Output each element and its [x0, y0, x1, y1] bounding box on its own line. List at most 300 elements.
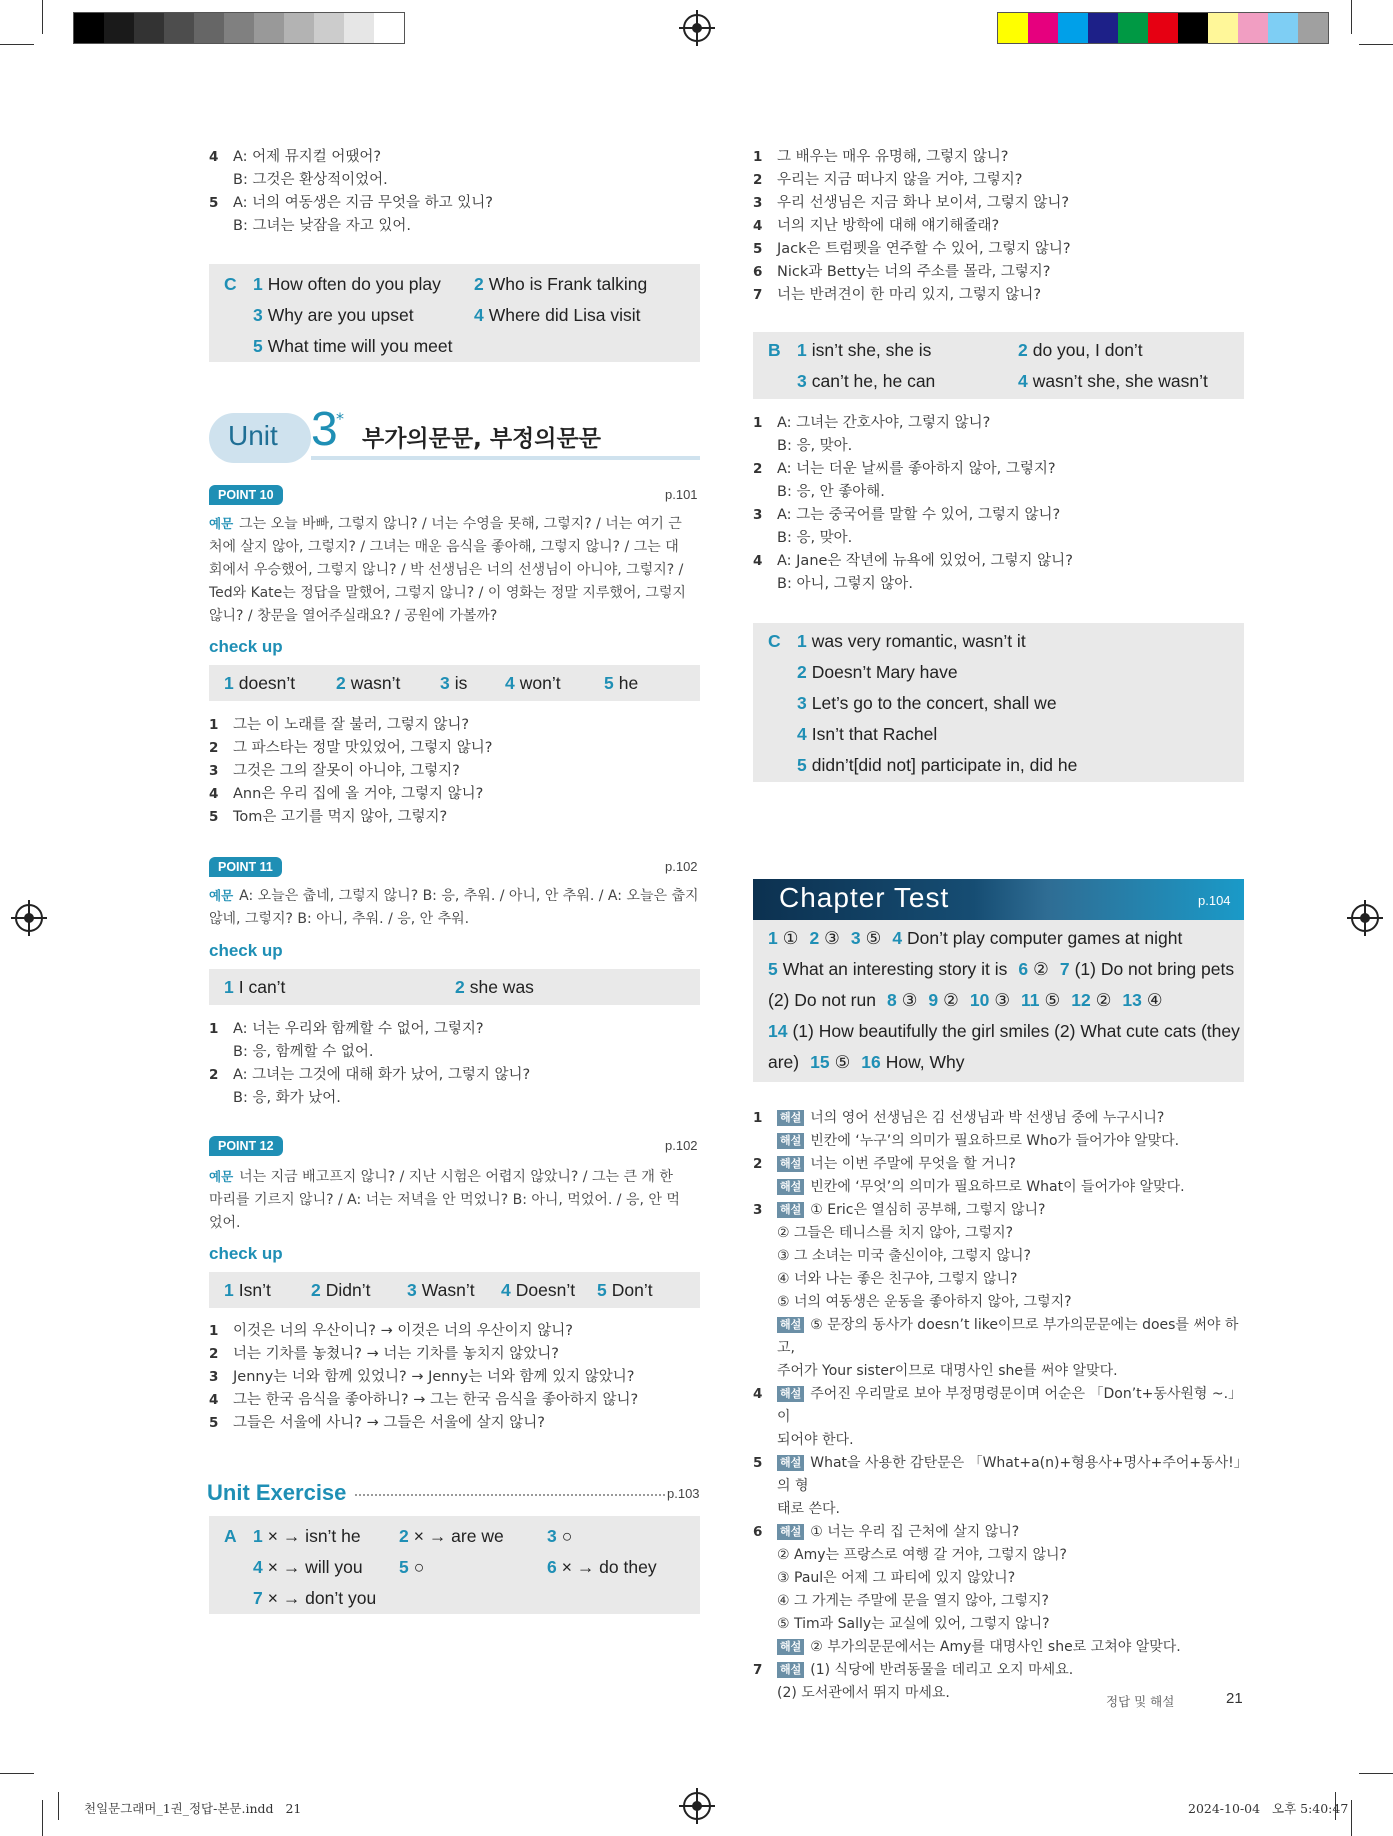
item-text: 너의 지난 방학에 대해 얘기해줄래?: [777, 218, 1000, 234]
answer-item: 1 was very romantic, wasn’t it: [797, 631, 1026, 651]
dialog-b: B: 응, 안 좋아해.: [777, 484, 885, 500]
answer-text: ⑤: [1044, 990, 1061, 1010]
item-text: 우리는 지금 떠나지 않을 거야, 그렇지?: [777, 172, 1023, 188]
explanation-text: [777, 1429, 1253, 1452]
item-number: 7: [753, 1662, 763, 1678]
item-number: 4: [209, 149, 219, 165]
answer-item: 4 won’t: [505, 673, 561, 693]
item-number: [753, 1613, 777, 1636]
explanation-line: [753, 1291, 1253, 1314]
check-up-heading: check up: [209, 637, 283, 656]
explain-tag: 해설: [777, 1317, 804, 1333]
box-label: A: [224, 1526, 237, 1546]
item-number: [753, 1498, 777, 1521]
item-text: Jenny는 너와 함께 있었니? → Jenny는 너와 함께 있지 않았니?: [233, 1369, 635, 1385]
item-number: 5: [209, 809, 219, 825]
paragraph-line: [209, 908, 704, 931]
line-text: 않네, 그렇지? B: 아니, 추워. / 응, 안 추워.: [209, 911, 470, 927]
answer-box-c-right: [753, 623, 1244, 782]
answer-text: ⑤: [865, 928, 882, 948]
dialog-a: A: 그는 중국어를 말할 수 있어, 그렇지 않니?: [777, 507, 1061, 523]
item-number: 5: [209, 1415, 219, 1431]
answer-item: 2 Didn’t: [311, 1280, 371, 1300]
color-swatch: [1028, 13, 1058, 43]
explanation-line: [753, 1682, 1253, 1705]
chapter-test-title: Chapter Test: [779, 882, 950, 913]
explain-tag: 해설: [777, 1156, 804, 1172]
item-text: 그는 한국 음식을 좋아하니? → 그는 한국 음식을 좋아하지 않니?: [233, 1392, 639, 1408]
left-top-list: [209, 146, 699, 238]
answer-box-c-left: [209, 264, 700, 362]
answer-item: 5 What time will you meet: [253, 336, 453, 356]
gray-swatch: [344, 13, 374, 43]
list-item: [209, 1389, 699, 1412]
dialog-b: B: 아니, 그렇지 않아.: [777, 576, 913, 592]
answer-number: 2: [809, 928, 820, 948]
answer-item: [1018, 959, 1048, 979]
explanation-text: [777, 1452, 1253, 1498]
explanation-item: [753, 1521, 1253, 1544]
answer-item: [887, 990, 917, 1010]
right-top-list: [753, 146, 1243, 307]
item-text: 너는 기차를 놓쳤니? → 너는 기차를 놓치지 않았니?: [233, 1346, 559, 1362]
answer-item: 5 Don’t: [597, 1280, 653, 1300]
answer-number: 5: [768, 959, 778, 979]
explain-tag: 해설: [777, 1455, 804, 1471]
explanation-line: [753, 1590, 1253, 1613]
list-item: [209, 1320, 699, 1343]
check-up-answers: [209, 665, 700, 701]
unit-number: 3: [311, 403, 338, 456]
item-text: 그 파스타는 정말 맛있었어, 그렇지 않니?: [233, 740, 493, 756]
item-number: [753, 1314, 777, 1360]
registration-mark-icon: [683, 1792, 711, 1820]
line-text: ⑤ 문장의 동사가 doesn’t like이므로 부가의문문에는 does를 써야 하고,: [777, 1317, 1239, 1356]
line-text: ⑤ 너의 여동생은 운동을 좋아하지 않아, 그렇지?: [777, 1294, 1072, 1310]
answer-item: 3 Why are you upset: [253, 305, 414, 325]
explanation-text: [777, 1314, 1253, 1360]
explanation-text: [777, 1176, 1253, 1199]
dialog-b: B: 그것은 환상적이었어.: [233, 172, 388, 188]
answer-number: 6: [1018, 959, 1029, 979]
item-number: [753, 1268, 777, 1291]
page-ref: p.103: [667, 1486, 700, 1501]
list-item: [753, 192, 1243, 215]
answer-item: 7 × → don’t you: [253, 1588, 377, 1608]
item-text: Jack은 트럼펫을 연주할 수 있어, 그렇지 않니?: [777, 241, 1071, 257]
color-swatch: [1118, 13, 1148, 43]
list-item: [753, 146, 1243, 169]
answer-item: 2 Doesn’t Mary have: [797, 662, 958, 682]
explain-tag: 해설: [777, 1110, 804, 1126]
explanation-item: [753, 1383, 1253, 1429]
unit-exercise-title: Unit Exercise: [207, 1480, 347, 1505]
list-item: [209, 146, 699, 169]
registration-mark-icon: [15, 904, 43, 932]
point-12-list: [209, 1320, 699, 1435]
line-text: 마리를 기르지 않니? / A: 너는 저녁을 안 먹었니? B: 아니, 먹었어. / 응, 안 먹: [209, 1192, 680, 1208]
page-ref: p.102: [665, 859, 698, 874]
print-slug-timestamp: 2024-10-04 오후 5:40:47: [1188, 1801, 1349, 1816]
item-number: 3: [753, 507, 763, 523]
explanation-line: [753, 1544, 1253, 1567]
line-text: What을 사용한 감탄문은 「What+a(n)+형용사+명사+주어+동사!」의 형: [777, 1455, 1248, 1494]
chapter-answer-line: [768, 928, 1193, 949]
unit-underline: [311, 456, 700, 460]
answer-item: [768, 1052, 799, 1072]
answer-item: 1 I can’t: [224, 977, 286, 997]
gray-swatch: [314, 13, 344, 43]
answer-item: [810, 1052, 850, 1072]
paragraph-line: [209, 1212, 704, 1235]
line-text: 었어.: [209, 1215, 241, 1231]
chapter-answer-line: [768, 1052, 976, 1073]
explain-tag: 해설: [777, 1639, 804, 1655]
answer-text: ③: [994, 990, 1011, 1010]
page-ref: p.102: [665, 1138, 698, 1153]
answer-item: [768, 928, 798, 948]
line-text: 태로 쓴다.: [777, 1501, 840, 1517]
item-number: 1: [753, 415, 763, 431]
answer-item: 3 can’t he, he can: [797, 371, 936, 391]
answer-number: 13: [1122, 990, 1142, 1010]
answer-number: 15: [810, 1052, 830, 1072]
answer-text: How, Why: [885, 1052, 965, 1072]
unit-word: Unit: [228, 420, 278, 451]
registration-mark-icon: [683, 14, 711, 42]
color-swatch: [1238, 13, 1268, 43]
explanation-text: [777, 1130, 1253, 1153]
dialog-b: B: 응, 화가 났어.: [233, 1090, 341, 1106]
answer-text: (2) Do not run: [768, 990, 876, 1010]
explanation-line: [753, 1222, 1253, 1245]
answer-text: Don’t play computer games at night: [907, 928, 1183, 948]
list-item: [209, 806, 699, 829]
item-number: 5: [753, 1455, 763, 1471]
answer-item: [928, 990, 958, 1010]
explanation-line: [753, 1268, 1253, 1291]
list-item: [209, 714, 699, 737]
gray-swatch: [134, 13, 164, 43]
explanation-text: [777, 1544, 1253, 1567]
paragraph-line: [209, 512, 704, 536]
line-text: 않니? / 창문을 열어주실래요? / 공원에 가볼까?: [209, 608, 498, 624]
answer-item: 1 isn’t she, she is: [797, 340, 932, 360]
dialog-a: A: 그녀는 간호사야, 그렇지 않니?: [777, 415, 991, 431]
gray-swatch: [224, 13, 254, 43]
color-swatch: [1088, 13, 1118, 43]
explanation-text: [777, 1567, 1253, 1590]
answer-item: [768, 959, 1007, 979]
example-tag: 예문: [209, 1169, 234, 1184]
point-11-example: [209, 884, 704, 931]
explanation-line: [753, 1130, 1253, 1153]
answer-item: [851, 928, 881, 948]
answer-item: 3 ○: [547, 1526, 573, 1546]
line-text: ④ 그 가게는 주말에 문을 열지 않아, 그렇지?: [777, 1593, 1049, 1609]
item-number: 5: [209, 195, 219, 211]
answer-item: [768, 1021, 1240, 1041]
line-text: ④ 너와 나는 좋은 친구야, 그렇지 않니?: [777, 1271, 1018, 1287]
explanation-text: [777, 1153, 1253, 1176]
paragraph-line: [209, 1165, 704, 1189]
answer-item: [768, 990, 876, 1010]
line-text: 처에 살지 않아, 그렇지? / 그녀는 매운 음식을 좋아해, 그렇지 않니? / 그는 대: [209, 539, 679, 555]
answer-item: [1021, 990, 1060, 1010]
paragraph-line: [209, 605, 704, 628]
list-item: [209, 737, 699, 760]
explanations-list: [753, 1107, 1253, 1705]
answer-item: 4 Isn’t that Rachel: [797, 724, 938, 744]
point-12-badge: POINT 12: [209, 1136, 283, 1156]
explanation-line: [753, 1360, 1253, 1383]
list-item: [753, 215, 1243, 238]
line-text: ① Eric은 열심히 공부해, 그렇지 않니?: [810, 1202, 1046, 1218]
color-swatch: [1178, 13, 1208, 43]
dialog-a: A: 그녀는 그것에 대해 화가 났어, 그렇지 않니?: [233, 1067, 531, 1083]
explanation-text: [777, 1521, 1253, 1544]
line-text: 주어가 Your sister이므로 대명사인 she를 써야 알맞다.: [777, 1363, 1118, 1379]
explanation-line: [753, 1176, 1253, 1199]
item-number: 6: [753, 264, 763, 280]
paragraph-line: [209, 582, 704, 605]
footer-page-number: 21: [1226, 1690, 1243, 1707]
gray-swatch: [194, 13, 224, 43]
line-text: 되어야 한다.: [777, 1432, 854, 1448]
line-text: A: 오늘은 춥네, 그렇지 않니? B: 응, 추워. / 아니, 안 추워. / A: 오늘은 춥지: [239, 888, 699, 904]
item-text: 이것은 너의 우산이니? → 이것은 너의 우산이지 않니?: [233, 1323, 573, 1339]
answer-text: ②: [1033, 959, 1049, 979]
item-number: 2: [209, 740, 219, 756]
explanation-line: [753, 1429, 1253, 1452]
dialog-b: B: 그녀는 낮잠을 자고 있어.: [233, 218, 411, 234]
crop-mark: [1359, 44, 1393, 45]
item-number: 4: [209, 1392, 219, 1408]
box-label: C: [224, 274, 237, 294]
explanation-text: [777, 1268, 1253, 1291]
item-number: 6: [753, 1524, 763, 1540]
item-text: 그들은 서울에 사니? → 그들은 서울에 살지 않니?: [233, 1415, 545, 1431]
answer-item: 1 × → isn’t he: [253, 1526, 361, 1546]
print-slug-file: 천일문그래머_1권_정답-본문.indd 21: [84, 1801, 302, 1816]
line-text: ② Amy는 프랑스로 여행 갈 거야, 그렇지 않니?: [777, 1547, 1067, 1563]
unit-title: 부가의문문, 부정의문문: [362, 426, 601, 452]
explanation-line: [753, 1636, 1253, 1659]
item-number: 4: [753, 1386, 763, 1402]
item-number: 1: [209, 717, 219, 733]
line-text: ② 부가의문문에서는 Amy를 대명사인 she로 고쳐야 알맞다.: [810, 1639, 1181, 1655]
explanation-text: [777, 1498, 1253, 1521]
item-text: 너는 반려견이 한 마리 있지, 그렇지 않니?: [777, 287, 1042, 303]
paragraph-line: [209, 884, 704, 908]
answer-item: [809, 928, 839, 948]
explain-tag: 해설: [777, 1524, 804, 1540]
answer-item: 2 do you, I don’t: [1018, 340, 1143, 360]
color-swatch: [1148, 13, 1178, 43]
dialog-a: A: 너는 더운 날씨를 좋아하지 않아, 그렇지?: [777, 461, 1056, 477]
color-swatch: [1268, 13, 1298, 43]
answer-number: 3: [850, 928, 861, 948]
answer-item: 4 wasn’t she, she wasn’t: [1018, 371, 1208, 391]
item-number: 2: [753, 461, 763, 477]
item-number: 1: [753, 1110, 763, 1126]
dialog-a: A: 어제 뮤지컬 어땠어?: [233, 149, 382, 165]
gray-swatch: [164, 13, 194, 43]
gray-swatch: [74, 13, 104, 43]
item-text: 그 배우는 매우 유명해, 그렇지 않니?: [777, 149, 1009, 165]
answer-item: [1060, 959, 1234, 979]
item-number: [753, 1429, 777, 1452]
answer-number: 4: [892, 928, 903, 948]
item-number: 2: [753, 1156, 763, 1172]
list-item: [753, 550, 1243, 573]
answer-number: 14: [768, 1021, 788, 1041]
item-number: 1: [209, 1021, 219, 1037]
item-number: [753, 1291, 777, 1314]
explanation-item: [753, 1107, 1253, 1130]
explanation-text: [777, 1245, 1253, 1268]
explanation-item: [753, 1153, 1253, 1176]
crop-mark: [1351, 1800, 1352, 1836]
point-10-example: [209, 512, 704, 628]
explanation-text: [777, 1107, 1253, 1130]
line-text: (1) 식당에 반려동물을 데리고 오지 마세요.: [810, 1662, 1074, 1678]
list-item: [753, 284, 1243, 307]
answer-item: [892, 928, 1182, 948]
item-text: Nick과 Betty는 너의 주소를 몰라, 그렇지?: [777, 264, 1051, 280]
line-text: 너는 이번 주말에 무엇을 할 거니?: [810, 1156, 1016, 1172]
list-item: [209, 1064, 699, 1087]
answer-item: 2 × → are we: [399, 1526, 504, 1546]
answer-text: ③: [901, 990, 918, 1010]
item-text: 우리 선생님은 지금 화나 보이셔, 그렇지 않니?: [777, 195, 1070, 211]
color-swatch: [998, 13, 1028, 43]
answer-item: [1122, 990, 1162, 1010]
point-12-example: [209, 1165, 704, 1235]
item-number: 2: [209, 1067, 219, 1083]
crop-mark: [1351, 0, 1352, 34]
line-text: 그는 오늘 바빠, 그렇지 않니? / 너는 수영을 못해, 그렇지? / 너는 여기 근: [239, 516, 682, 532]
gray-swatch: [254, 13, 284, 43]
answer-item: 5 he: [604, 673, 639, 693]
list-item: [753, 504, 1243, 527]
chapter-test-answers: [753, 920, 1244, 1082]
explanation-item: [753, 1452, 1253, 1498]
list-item: [209, 760, 699, 783]
answer-item: 6 × → do they: [547, 1557, 657, 1577]
crop-mark: [1359, 1773, 1393, 1774]
answer-number: 10: [969, 990, 990, 1010]
explanation-text: [777, 1222, 1253, 1245]
answer-item: 1 doesn’t: [224, 673, 296, 693]
gray-swatch: [374, 13, 404, 43]
color-swatch: [1058, 13, 1088, 43]
explanation-item: [753, 1659, 1253, 1682]
grayscale-bar: [73, 12, 405, 44]
list-item: [209, 1018, 699, 1041]
item-number: [753, 1682, 777, 1705]
example-tag: 예문: [209, 888, 234, 903]
right-mid-list: [753, 412, 1243, 596]
list-item: [753, 169, 1243, 192]
item-text: 그는 이 노래를 잘 불러, 그렇지 않니?: [233, 717, 470, 733]
answer-box-b-right: [753, 332, 1244, 399]
point-10-badge: POINT 10: [209, 485, 283, 505]
item-number: 2: [753, 172, 763, 188]
explanation-line: [753, 1314, 1253, 1360]
explanation-text: [777, 1590, 1253, 1613]
crop-mark: [42, 1800, 43, 1836]
example-tag: 예문: [209, 516, 234, 531]
answer-item: 2 she was: [455, 977, 534, 997]
item-number: 1: [209, 1323, 219, 1339]
check-up-answers: [209, 1272, 700, 1308]
item-number: [753, 1176, 777, 1199]
box-label: B: [768, 340, 781, 360]
item-number: 3: [209, 1369, 219, 1385]
footer-section-label: 정답 및 해설: [1106, 1694, 1175, 1709]
paragraph-line: [209, 536, 704, 559]
explanation-text: [777, 1360, 1253, 1383]
item-number: 1: [753, 149, 763, 165]
paragraph-line: [209, 1189, 704, 1212]
answer-item: 5 ○: [399, 1557, 425, 1577]
item-number: [753, 1222, 777, 1245]
explain-tag: 해설: [777, 1662, 804, 1678]
dialog-a: A: Jane은 작년에 뉴욕에 있었어, 그렇지 않니?: [777, 553, 1073, 569]
color-swatch: [1298, 13, 1328, 43]
answer-text: ②: [943, 990, 959, 1010]
answer-item: 4 × → will you: [253, 1557, 363, 1577]
list-item: [753, 458, 1243, 481]
crop-mark: [0, 1773, 34, 1774]
answer-item: [861, 1052, 964, 1072]
dotted-rule: [355, 1494, 665, 1496]
dialog-a: A: 너는 우리와 함께할 수 없어, 그렇지?: [233, 1021, 484, 1037]
check-up-heading: check up: [209, 1244, 283, 1263]
crop-mark: [0, 44, 34, 45]
explanation-item: [753, 1199, 1253, 1222]
explanation-text: [777, 1659, 1253, 1682]
dialog-b: B: 응, 함께할 수 없어.: [233, 1044, 374, 1060]
check-up-answers: [209, 969, 700, 1005]
gray-swatch: [284, 13, 314, 43]
page-ref: p.104: [1198, 893, 1231, 908]
answer-number: 12: [1071, 990, 1091, 1010]
page-ref: p.101: [665, 487, 698, 502]
answer-text: (1) How beautifully the girl smiles (2) What cute cats (they: [792, 1021, 1240, 1041]
line-text: 회에서 우승했어, 그렇지 않니? / 박 선생님은 너의 선생님이 아니야, 그렇지? /: [209, 562, 684, 578]
answer-text: ①: [782, 928, 799, 948]
item-number: [753, 1636, 777, 1659]
explanation-line: [753, 1613, 1253, 1636]
point-10-list: [209, 714, 699, 829]
answer-item: 1 How often do you play: [253, 274, 441, 294]
chapter-answer-line: [768, 959, 1245, 980]
paragraph-line: [209, 559, 704, 582]
explanation-line: [753, 1567, 1253, 1590]
line-text: (2) 도서관에서 뛰지 마세요.: [777, 1685, 950, 1701]
item-number: 7: [753, 287, 763, 303]
answer-number: 1: [768, 928, 778, 948]
item-text: Tom은 고기를 먹지 않아, 그렇지?: [233, 809, 448, 825]
line-text: ③ Paul은 어제 그 파티에 있지 않았니?: [777, 1570, 1016, 1586]
dialog-b: B: 응, 맞아.: [777, 530, 853, 546]
answer-number: 16: [861, 1052, 881, 1072]
explanation-text: [777, 1199, 1253, 1222]
item-number: 5: [753, 241, 763, 257]
crop-mark: [58, 1792, 59, 1820]
